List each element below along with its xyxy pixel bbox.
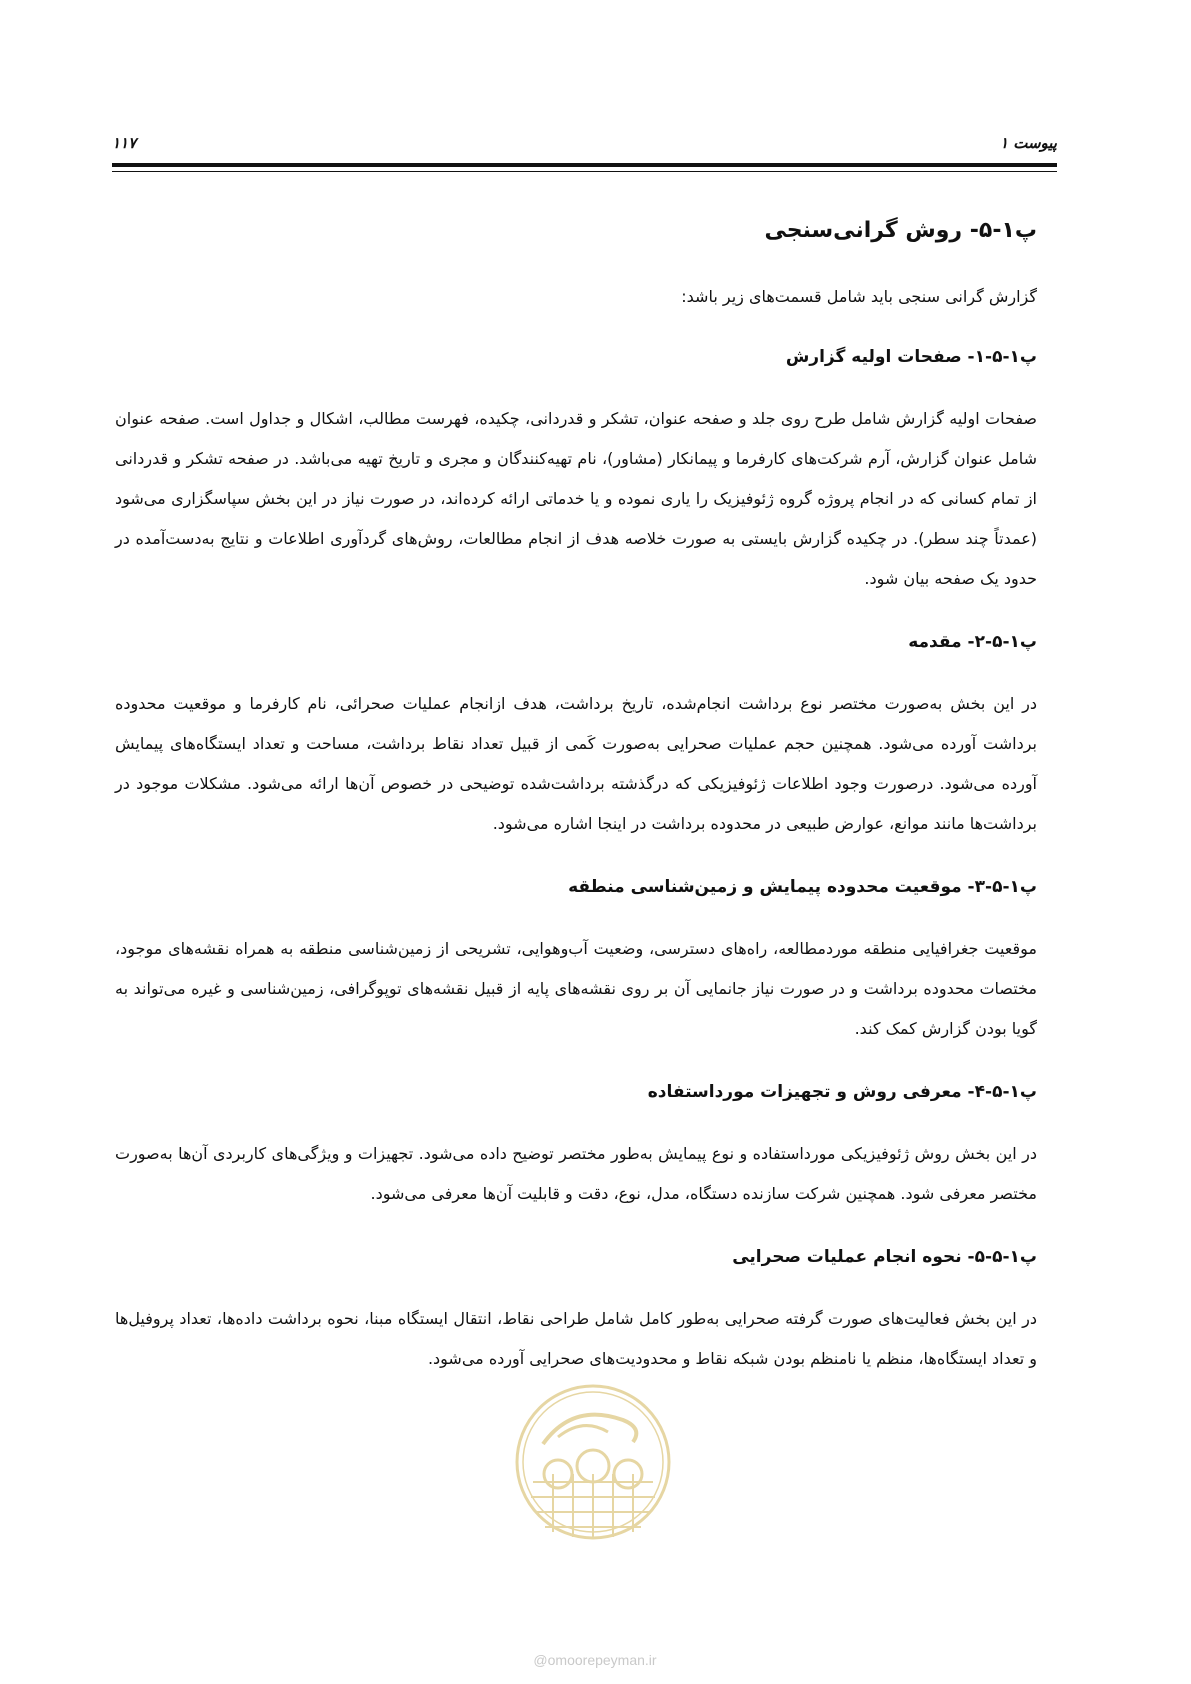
subsection-heading-survey-area: پ۱-۵-۳- موقعیت محدوده پیمایش و زمین‌شناسی منطقه (568, 877, 1037, 897)
subsection-body-field-operations: در این بخش فعالیت‌های صورت گرفته صحرایی به‌طور کامل شامل طراحی نقاط، انتقال ایستگاه مبنا، نحوه برداشت داده‌ها، تعداد پروفیل‌ها و تعداد ایستگاه‌ها، منظم یا نامنظم بودن شبکه نقاط و محدودیت‌های صحرایی آورده می‌شود. (115, 1309, 1037, 1368)
subsection-body-method-equipment: در این بخش روش ژئوفیزیکی مورداستفاده و نوع پیمایش به‌طور مختصر توضیح داده می‌شود. تجهیزات و ویژگی‌های کاربردی آن‌ها به‌صورت مختصر معرفی شود. همچنین شرکت سازنده دستگاه، مدل، نوع، دقت و قابلیت آن‌ها معرفی می‌شود. (115, 1144, 1037, 1203)
section-intro: گزارش گرانی سنجی باید شامل قسمت‌های زیر باشد: (681, 287, 1037, 306)
subsection-heading-front-pages: پ۱-۵-۱- صفحات اولیه گزارش (785, 347, 1037, 367)
subsection-body-front-pages: صفحات اولیه گزارش شامل طرح روی جلد و صفحه عنوان، تشکر و قدردانی، چکیده، فهرست مطالب، اشکال و جداول است. صفحه عنوان شامل عنوان گزارش، آرم شرکت‌های کارفرما و پیمانکار (مشاور)، نام تهیه‌کنندگان و مجری و تاریخ تهیه می‌باشد. در صفحه تشکر و قدردانی از تمام کسانی که در انجام پروژه گروه ژئوفیزیک را یاری نموده و یا خدماتی ارائه کرده‌اند، در صورت نیاز در این بخش سپاسگزاری می‌شود (عمدتاً چند سطر). در چکیده گزارش بایستی به صورت خلاصه هدف از انجام مطالعات، روش‌های گردآوری اطلاعات و نتایج به‌دست‌آمده در حدود یک صفحه بیان شود. (115, 409, 1037, 588)
subsection-heading-method-equipment: پ۱-۵-۴- معرفی روش و تجهیزات مورداستفاده (647, 1082, 1037, 1102)
running-header-title: پیوست ۱ (999, 134, 1057, 152)
subsection-heading-field-operations: پ۱-۵-۵- نحوه انجام عملیات صحرایی (732, 1247, 1037, 1267)
header-rule-thin (112, 171, 1057, 172)
watermark-seal-icon (513, 1382, 673, 1542)
header-rule-thick (112, 163, 1057, 167)
running-header (112, 128, 1057, 158)
subsection-heading-introduction: پ۱-۵-۲- مقدمه (908, 632, 1037, 652)
subsection-body-introduction: در این بخش به‌صورت مختصر نوع برداشت انجام‌شده، تاریخ برداشت، هدف ازانجام عملیات صحرائی، نام کارفرما و موقعیت محدوده برداشت آورده می‌شود. همچنین حجم عملیات صحرایی به‌صورت کَمی از قبیل تعداد نقاط برداشت، مساحت و تعداد ایستگاه‌های پیمایش آورده می‌شود. درصورت وجود اطلاعات ژئوفیزیکی که درگذشته برداشت‌شده توضیحی در خصوص آن‌ها ارائه می‌شود. مشکلات موجود در برداشت‌ها مانند موانع، عوارض طبیعی در محدوده برداشت در اینجا اشاره می‌شود. (115, 694, 1037, 833)
watermark-site-text: @omoorepeyman.ir (533, 1652, 657, 1668)
section-title: پ۱-۵- روش گرانی‌سنجی (764, 218, 1037, 243)
main-content (115, 214, 1037, 1407)
page-number: ۱۱۷ (112, 134, 137, 152)
subsection-body-survey-area: موقعیت جغرافیایی منطقه موردمطالعه، راه‌های دسترسی، وضعیت آب‌وهوایی، تشریحی از زمین‌شناسی منطقه به همراه نقشه‌های موجود، مختصات محدوده برداشت و در صورت نیاز جانمایی آن بر روی نقشه‌های پایه از قبیل نقشه‌های توپوگرافی، زمین‌شناسی و غیره می‌تواند به گویا بودن گزارش کمک کند. (115, 939, 1037, 1038)
